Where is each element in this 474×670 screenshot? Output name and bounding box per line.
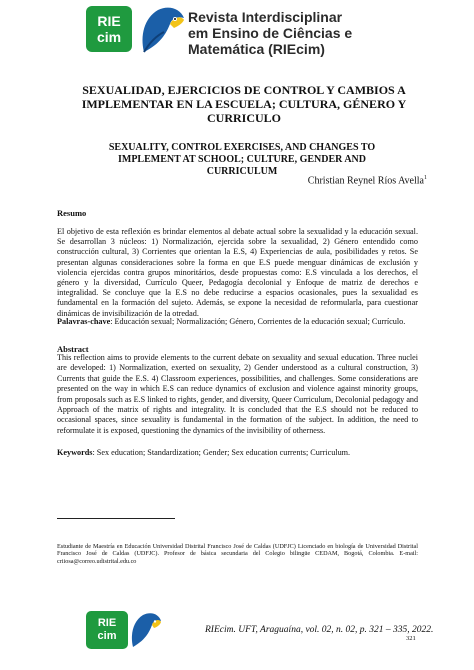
logo-text-cim: cim [96, 29, 122, 45]
author-footnote-marker: 1 [424, 175, 427, 181]
keywords-text: : Sex education; Standardization; Gender; Sex education currents; Curriculum. [92, 448, 351, 457]
parrot-logo-icon [134, 2, 188, 56]
resumen-heading: Resumo [57, 208, 87, 218]
footer-logo-text-cim: cim [97, 630, 117, 642]
resumen-paragraph: El objetivo de esta reflexión es brindar elementos al debate actual sobre la sexualidad y la educación sexual. Se desarrollan 3 núcleos: 1) Normalización, ejercida sobre la sexualidad, 2) Género entendido como construcción cultural, 3) Corrientes que orientan la E.S, 4) Experiencias de aula, posibilidades y retos. Se presentan algunas consideraciones sobre la forma en que E.S puede menguar dinámicas de exclusión y violencia ejercidas contra grupos minoritários, desde propuestas como: E.S vinculada a los derechos, el género y la diversidad, Currículo Queer, Pedagogía decolonial y Enfoque de matriz de derechos e integralidad. Se concluye que la E.S no debe reducirse a espacios ocasionales, pues la sexualidad es fundamental en la formación del sujeto. Además, se expone la necesidad de reformularla, para cuestionar dinámicas de invisibilización de la otredad. [57, 227, 418, 318]
article-title-english: SEXUALITY, CONTROL EXERCISES, AND CHANGES TO IMPLEMENT AT SCHOOL; CULTURE, GENDER AND CURRICULUM [108, 142, 376, 177]
footer-logo-text-rie: RIE [97, 617, 117, 629]
author-name [308, 175, 427, 186]
palabras-chave-text: : Educación sexual; Normalización; Género, Corrientes de la educación sexual; Currículo. [110, 317, 406, 326]
logo-text-rie: RIE [97, 13, 121, 29]
keywords-label: Keywords [57, 448, 93, 457]
footnote-divider [57, 518, 175, 519]
journal-title [188, 9, 418, 57]
author-footnote: Estudiante de Maestría en Educación Universidad Distrital Francisco José de Caldas (UDFJC) Licenciado en biología de Universidad Distrital Francisco José de Caldas (UDFJC). Profesor de básica secundaria del Colegio bilingüe CEDAM, Bogotá, Colombia. E-mail: criiosa@correo.udistrital.edu.co [57, 543, 418, 565]
journal-logo-badge [86, 6, 132, 52]
abstract-heading: Abstract [57, 344, 89, 354]
abstract-paragraph: This reflection aims to provide elements to the current debate on sexuality and sexual education. Three nuclei are developed: 1) Normalization, exerted on sexuality, 2) Gender understood as a cultural construction, 3) Currents that guide the E.S. 4) Classroom experiences, possibilities, and challenges. Some considerations are presented on the way in which E.S can reduce dynamics of exclusion and violence against minority groups, from proposals such as E.S linked to rights, gender, and diversity, Queer Curriculum, Decolonial pedagogy and Approach of the matrix of rights and integrality. It is concluded that the E.S should not be reduced to occasional spaces, since sexuality is fundamental in the formation of the subject. In addition, the need to reformulate it is exposed, questioning the dynamics of the invisibility of otherness. [57, 353, 418, 435]
journal-title-line-2: em Ensino de Ciências e [188, 25, 353, 41]
journal-title-line-1: Revista Interdisciplinar [188, 9, 343, 25]
palabras-chave [57, 317, 418, 327]
citation-line: RIEcim. UFT, Araguaína, vol. 02, n. 02, p. 321 – 335, 2022. [205, 625, 434, 635]
journal-title-line-3: Matemática (RIEcim) [188, 41, 325, 57]
page-number: 321 [406, 635, 416, 642]
keywords [57, 448, 418, 458]
article-title-spanish: SEXUALIDAD, EJERCICIOS DE CONTROL Y CAMBIOS A IMPLEMENTAR EN LA ESCUELA; CULTURA, GÉNERO Y CURRICULO [81, 83, 407, 125]
footer-parrot-icon [127, 609, 163, 649]
author-name-text: Christian Reynel Ríos Avella [307, 175, 424, 187]
palabras-chave-label: Palavras-chave [57, 317, 111, 326]
footer-logo-badge [86, 611, 128, 649]
